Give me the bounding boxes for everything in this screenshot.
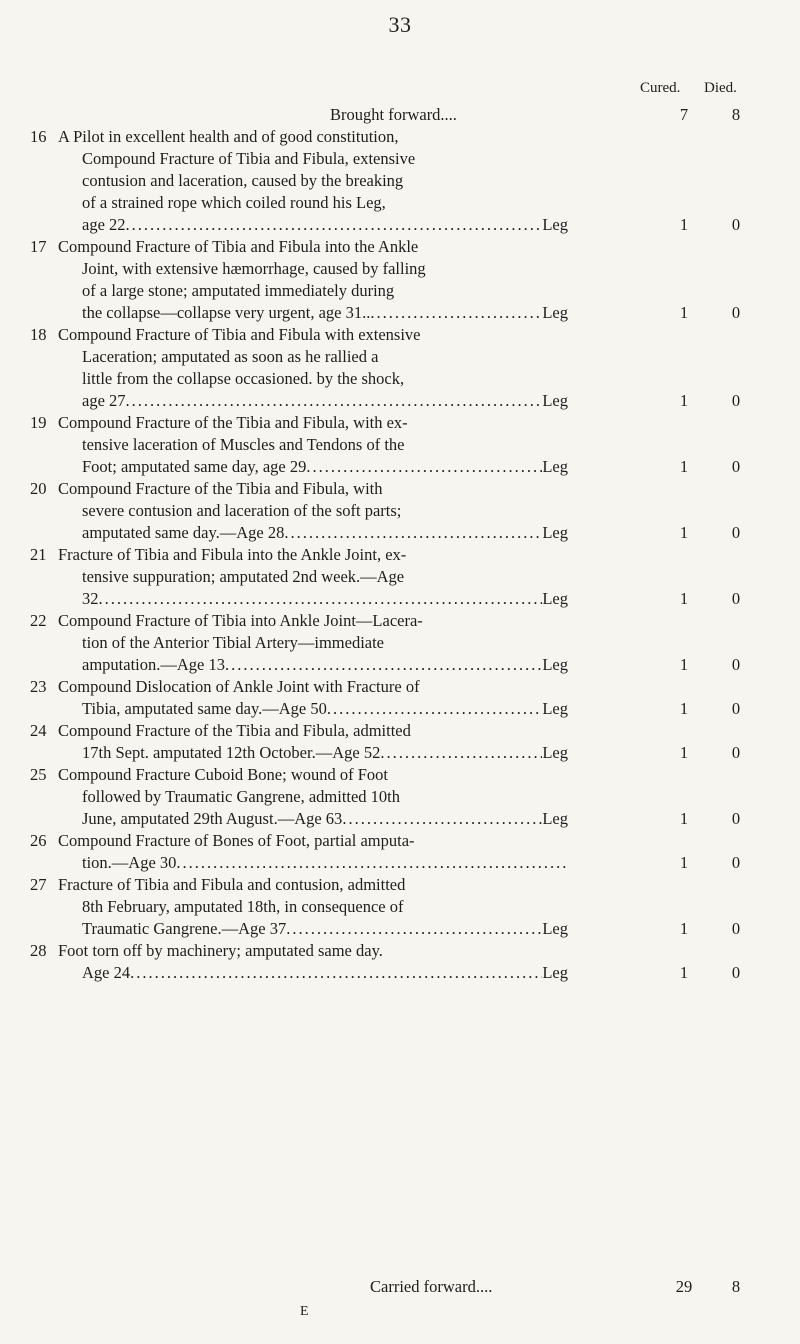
description-line [58, 236, 568, 258]
leader-dots [126, 214, 543, 236]
description-text: age 27 [82, 391, 126, 410]
case-number: 24 [30, 721, 47, 740]
description-line [58, 170, 568, 192]
description-line [58, 874, 568, 896]
carried-forward-cured: 29 [675, 1277, 693, 1296]
limb-label: Leg [542, 589, 568, 608]
description-line [58, 852, 568, 874]
cured-count: 1 [679, 215, 689, 234]
description-text: Traumatic Gangrene.—Age 37 [82, 919, 287, 938]
description-text: contusion and laceration, caused by the breaking [82, 171, 404, 190]
brought-forward-cured: 7 [679, 105, 689, 124]
description-text: severe contusion and laceration of the soft parts; [82, 501, 402, 520]
description-text: June, amputated 29th August.—Age 63 [82, 809, 343, 828]
description-text: tensive suppuration; amputated 2nd week.—Age [82, 567, 405, 586]
description-line [58, 808, 568, 830]
limb-label: Leg [542, 809, 568, 828]
column-headers [640, 80, 790, 97]
case-number: 26 [30, 831, 47, 850]
description-text: Age 24 [82, 963, 131, 982]
description-line [58, 544, 568, 566]
description-line [58, 412, 568, 434]
died-count: 0 [731, 853, 741, 872]
description-line [58, 368, 568, 390]
description-text: the collapse—collapse very urgent, age 31.. [82, 303, 371, 322]
case-number: 25 [30, 765, 47, 784]
limb-label: Leg [542, 919, 568, 938]
case-number: 22 [30, 611, 47, 630]
case-number: 20 [30, 479, 47, 498]
description-text: 8th February, amputated 18th, in consequence of [82, 897, 404, 916]
description-text: Compound Fracture of the Tibia and Fibula, with ex- [58, 413, 408, 432]
limb-label: Leg [542, 391, 568, 410]
description-line [58, 148, 568, 170]
case-description [58, 236, 568, 324]
cured-count: 1 [679, 743, 689, 762]
leader-dots [225, 654, 542, 676]
description-line [58, 918, 568, 940]
died-count: 0 [731, 809, 741, 828]
limb-label: Leg [542, 699, 568, 718]
cured-count: 1 [679, 699, 689, 718]
description-text: Compound Fracture of the Tibia and Fibula, with [58, 479, 383, 498]
description-line [58, 456, 568, 478]
description-text: Compound Fracture of Tibia and Fibula with extensive [58, 325, 421, 344]
leader-dots [306, 456, 542, 478]
leader-dots [284, 522, 542, 544]
died-count: 0 [731, 655, 741, 674]
limb-label: Leg [542, 963, 568, 982]
case-description [58, 720, 568, 764]
limb-label: Leg [542, 303, 568, 322]
cured-count: 1 [679, 853, 689, 872]
carried-forward-label: Carried forward.... [370, 1277, 493, 1296]
case-number: 19 [30, 413, 47, 432]
case-description [58, 478, 568, 544]
died-count: 0 [731, 303, 741, 322]
leader-dots [176, 852, 568, 874]
case-number: 28 [30, 941, 47, 960]
died-count: 0 [731, 457, 741, 476]
cured-count: 1 [679, 655, 689, 674]
description-text: Fracture of Tibia and Fibula into the Ankle Joint, ex- [58, 545, 407, 564]
died-count: 0 [731, 391, 741, 410]
description-text: tion of the Anterior Tibial Artery—immediate [82, 633, 385, 652]
description-text: Compound Fracture of Tibia and Fibula, extensive [82, 149, 416, 168]
description-line [58, 764, 568, 786]
description-text: Foot; amputated same day, age 29 [82, 457, 307, 476]
description-text: Compound Fracture of Tibia into Ankle Joint—Lacera- [58, 611, 423, 630]
case-description [58, 676, 568, 720]
page-number: 33 [388, 12, 412, 37]
description-line [58, 962, 568, 984]
case-number: 17 [30, 237, 47, 256]
died-count: 0 [731, 743, 741, 762]
leader-dots [286, 918, 542, 940]
leader-dots [327, 698, 542, 720]
cured-count: 1 [679, 589, 689, 608]
description-text: tion.—Age 30 [82, 853, 177, 872]
cured-count: 1 [679, 523, 689, 542]
description-text: age 22 [82, 215, 126, 234]
description-text: Fracture of Tibia and Fibula and contusion, admitted [58, 875, 406, 894]
description-text: tensive laceration of Muscles and Tendons of the [82, 435, 405, 454]
description-text: Compound Fracture of Tibia and Fibula into the Ankle [58, 237, 419, 256]
case-number: 23 [30, 677, 47, 696]
description-text: Compound Fracture of the Tibia and Fibula, admitted [58, 721, 411, 740]
description-line [58, 434, 568, 456]
description-line [58, 192, 568, 214]
case-description [58, 764, 568, 830]
description-line [58, 632, 568, 654]
description-text: of a large stone; amputated immediately during [82, 281, 395, 300]
description-line [58, 522, 568, 544]
leader-dots [380, 742, 542, 764]
leader-dots [126, 390, 543, 412]
case-number: 21 [30, 545, 47, 564]
description-line [58, 126, 568, 148]
description-text: amputation.—Age 13 [82, 655, 225, 674]
cured-column-header: Cured. [640, 80, 681, 96]
description-text: Compound Dislocation of Ankle Joint with Fracture of [58, 677, 420, 696]
description-text: of a strained rope which coiled round his Leg, [82, 193, 386, 212]
description-line [58, 588, 568, 610]
description-line [58, 610, 568, 632]
description-line [58, 830, 568, 852]
description-line [58, 654, 568, 676]
died-count: 0 [731, 699, 741, 718]
case-description [58, 874, 568, 940]
description-text: Laceration; amputated as soon as he rallied a [82, 347, 379, 366]
description-line [58, 500, 568, 522]
description-text: 32 [82, 589, 99, 608]
description-line [58, 786, 568, 808]
case-number: 16 [30, 127, 47, 146]
case-number: 18 [30, 325, 47, 344]
description-line [58, 940, 568, 962]
cured-count: 1 [679, 303, 689, 322]
brought-forward-label: Brought forward.... [330, 105, 457, 124]
cured-count: 1 [679, 809, 689, 828]
description-text: Compound Fracture Cuboid Bone; wound of Foot [58, 765, 388, 784]
died-count: 0 [731, 963, 741, 982]
leader-dots [130, 962, 542, 984]
signature-mark: E [300, 1304, 309, 1319]
limb-label: Leg [542, 215, 568, 234]
case-description [58, 544, 568, 610]
description-line [58, 566, 568, 588]
leader-dots [370, 302, 542, 324]
description-text: Tibia, amputated same day.—Age 50 [82, 699, 327, 718]
died-count: 0 [731, 215, 741, 234]
carried-forward-died: 8 [731, 1277, 741, 1296]
description-line [58, 324, 568, 346]
description-line [58, 280, 568, 302]
description-line [58, 302, 568, 324]
description-text: Compound Fracture of Bones of Foot, partial amputa- [58, 831, 415, 850]
description-text: amputated same day.—Age 28 [82, 523, 285, 542]
description-line [58, 698, 568, 720]
limb-label: Leg [542, 655, 568, 674]
description-text: Joint, with extensive hæmorrhage, caused by falling [82, 259, 426, 278]
description-text: A Pilot in excellent health and of good constitution, [58, 127, 399, 146]
case-description [58, 610, 568, 676]
description-line [58, 896, 568, 918]
died-count: 0 [731, 523, 741, 542]
description-line [58, 346, 568, 368]
case-description [58, 940, 568, 984]
limb-label: Leg [542, 457, 568, 476]
leader-dots [342, 808, 542, 830]
description-line [58, 720, 568, 742]
cured-count: 1 [679, 963, 689, 982]
description-text: little from the collapse occasioned. by the shock, [82, 369, 405, 388]
limb-label: Leg [542, 523, 568, 542]
leader-dots [99, 588, 543, 610]
limb-label: Leg [542, 743, 568, 762]
description-line [58, 478, 568, 500]
case-description [58, 830, 568, 874]
brought-forward-died: 8 [731, 105, 741, 124]
cured-count: 1 [679, 457, 689, 476]
case-description [58, 412, 568, 478]
description-line [58, 258, 568, 280]
case-description [58, 324, 568, 412]
died-count: 0 [731, 589, 741, 608]
description-text: Foot torn off by machinery; amputated same day. [58, 941, 383, 960]
cured-count: 1 [679, 919, 689, 938]
case-number: 27 [30, 875, 47, 894]
description-line [58, 214, 568, 236]
died-count: 0 [731, 919, 741, 938]
description-line [58, 390, 568, 412]
description-text: followed by Traumatic Gangrene, admitted 10th [82, 787, 401, 806]
description-text: 17th Sept. amputated 12th October.—Age 52 [82, 743, 381, 762]
description-line [58, 742, 568, 764]
case-description [58, 126, 568, 236]
cured-count: 1 [679, 391, 689, 410]
died-column-header: Died. [704, 80, 737, 96]
description-line [58, 676, 568, 698]
